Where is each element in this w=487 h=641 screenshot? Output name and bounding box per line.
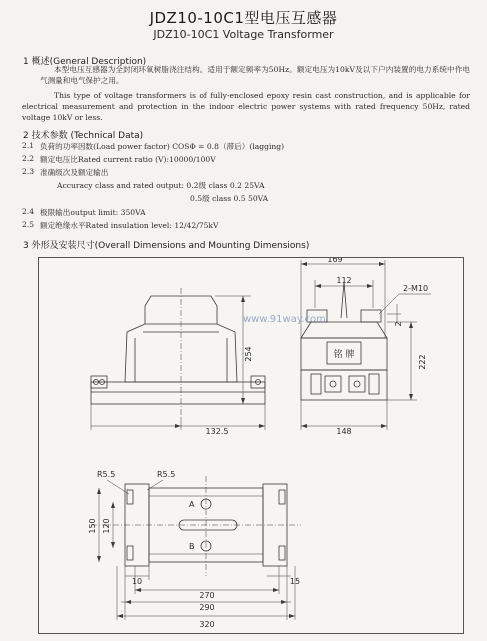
terminal-b-label: B: [189, 542, 195, 551]
nameplate-label: 铭 牌: [333, 350, 355, 360]
tech-number: 2.1: [22, 141, 35, 150]
dim-15: 15: [289, 577, 301, 586]
tech-number: 2.2: [22, 154, 35, 163]
dim-r5-5-right: R5.5: [157, 470, 176, 479]
description-chinese: 本型电压互感器为全封闭环氧树脂浇注结构。适用于额定频率为50Hz。额定电压为10kV及以下户内装置的电力系统中作电气测量和电气保护之用。: [40, 65, 470, 85]
dim-112: 112: [336, 276, 352, 285]
terminal-a-label: A: [189, 500, 195, 509]
tech-text: 0.5级 class 0.5 50VA: [190, 194, 269, 203]
dimension-drawing-frame: [38, 257, 464, 634]
dim-254: 254: [244, 346, 253, 362]
tech-number: 2.4: [22, 207, 35, 216]
tech-text: 额定绝缘水平Rated insulation level: 12/42/75kV: [40, 221, 219, 230]
tech-number: 2.3: [22, 167, 35, 176]
description-english: This type of voltage transformers is of fully-enclosed epoxy resin cast construction, and is applicable for electrical measurement and protection in the indoor electric power systems with rated frequency 50Hz, rated voltage 10kV or less.: [22, 91, 470, 122]
tech-text: Accuracy class and rated output: 0.2级 class 0.2 25VA: [57, 181, 265, 190]
section-technical-data: 2 技术参数 (Technical Data): [23, 131, 144, 141]
tech-number: 2.5: [22, 220, 35, 229]
dim-270: 270: [199, 591, 215, 600]
dim-10: 10: [131, 577, 143, 586]
title-english: JDZ10-10C1 Voltage Transformer: [153, 28, 334, 41]
dim-150: 150: [88, 518, 97, 534]
dim-320: 320: [199, 620, 215, 629]
plan-view: [91, 476, 301, 620]
dim-r5-5-left: R5.5: [97, 470, 116, 479]
dim-169: 169: [327, 258, 343, 264]
tech-text: 负荷的功率因数(Load power factor) COSΦ = 0.8（滞后）(lagging): [40, 142, 285, 151]
dim-132-5: 132.5: [205, 427, 229, 436]
section-dimensions: 3 外形及安装尺寸(Overall Dimensions and Mounting Dimensions): [23, 241, 310, 251]
dim-120: 120: [102, 518, 111, 534]
dim-290: 290: [199, 603, 215, 612]
front-view: [91, 288, 265, 430]
dim-222: 222: [418, 354, 427, 370]
tech-text: 极限输出output limit: 350VA: [40, 208, 146, 217]
section-general-description: 1 概述(General Description): [23, 57, 147, 67]
dim-2-m10: 2-M10: [403, 284, 429, 293]
watermark: www.91way.com: [243, 314, 326, 325]
dim-148: 148: [336, 427, 352, 436]
dim-2: 2: [394, 321, 403, 327]
title-chinese: JDZ10-10C1型电压互感器: [149, 9, 338, 27]
dimension-drawing: [39, 258, 463, 633]
tech-text: 准确级次及额定输出: [40, 168, 109, 177]
tech-text: 额定电压比Rated current ratio (V):10000/100V: [40, 155, 216, 164]
